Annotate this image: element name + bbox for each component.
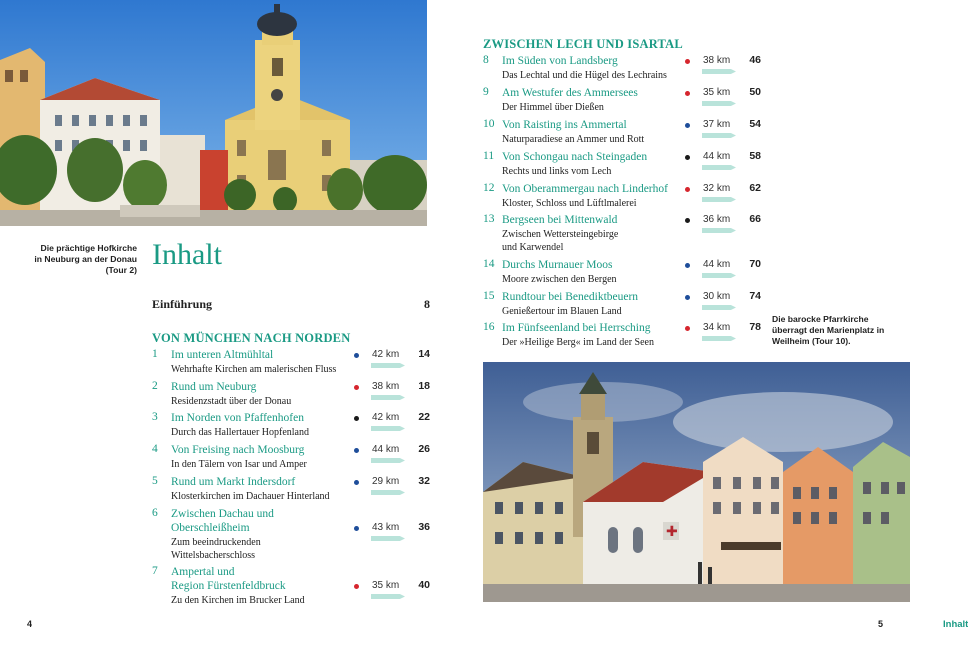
distance-arrow — [702, 133, 736, 138]
toc-entry-title-line: Ampertal und — [171, 566, 235, 578]
toc-entry-distance: 38 km — [372, 381, 400, 392]
distance-arrow — [371, 458, 405, 463]
toc-entry-title — [502, 150, 682, 164]
toc-entry-subtitle-line: Das Lechtal und die Hügel des Lechrains — [502, 70, 667, 81]
difficulty-dot-red — [685, 59, 690, 64]
toc-entry-title — [171, 475, 351, 489]
toc-entry-distance: 32 km — [703, 183, 731, 194]
toc-entry-distance: 34 km — [703, 322, 731, 333]
difficulty-dot-red — [685, 326, 690, 331]
toc-intro-label: Einführung — [152, 297, 213, 311]
difficulty-dot-red — [685, 187, 690, 192]
difficulty-dot-blue — [354, 353, 359, 358]
toc-entry[interactable] — [483, 86, 761, 114]
toc-entry-title-line: Im Süden von Landsberg — [502, 55, 618, 67]
toc-entry-page: 18 — [418, 380, 430, 392]
toc-intro[interactable] — [152, 297, 430, 312]
page-number-left: 4 — [27, 619, 33, 629]
toc-entry-page: 78 — [749, 321, 761, 333]
toc-entry-number: 4 — [152, 443, 158, 455]
toc-entry-distance: 38 km — [703, 55, 731, 66]
toc-entry-subtitle-line: Zu den Kirchen im Brucker Land — [171, 595, 305, 606]
distance-arrow — [702, 101, 736, 106]
distance-arrow — [371, 536, 405, 541]
distance-arrow — [371, 363, 405, 368]
toc-entry-distance: 29 km — [372, 476, 400, 487]
toc-entry-title — [171, 380, 351, 394]
weilheim-illustration — [483, 362, 910, 602]
toc-entry-distance: 43 km — [372, 522, 400, 533]
toc-entry[interactable] — [483, 321, 761, 349]
toc-entry-number: 11 — [483, 150, 495, 162]
toc-entry-subtitle — [502, 197, 687, 210]
toc-entry-subtitle-line: Wittelsbacherschloss — [171, 550, 256, 561]
toc-entry-title-line: Rund um Neuburg — [171, 381, 257, 393]
toc-entry-page: 46 — [749, 54, 761, 66]
difficulty-dot-red — [354, 385, 359, 390]
distance-arrow — [371, 395, 405, 400]
distance-arrow — [371, 594, 405, 599]
photo-caption-left: Die prächtige Hofkirche in Neuburg an der Donau (Tour 2) — [34, 243, 137, 275]
toc-entry-distance: 42 km — [372, 412, 400, 423]
toc-entry[interactable] — [152, 411, 430, 439]
toc-entry-number: 14 — [483, 258, 495, 270]
right-page — [460, 0, 968, 648]
toc-entry-title-line: Bergseen bei Mittenwald — [502, 214, 618, 226]
hofkirche-illustration — [0, 0, 427, 226]
toc-entry-subtitle-line: Rechts und links vom Lech — [502, 166, 612, 177]
distance-arrow — [371, 426, 405, 431]
toc-entry-title-line: Von Raisting ins Ammertal — [502, 119, 627, 131]
toc-entry-number: 2 — [152, 380, 158, 392]
toc-entry-title — [502, 321, 682, 335]
toc-entry-page: 26 — [418, 443, 430, 455]
photo-caption-right: Die barocke Pfarrkirche überragt den Marienplatz in Weilheim (Tour 10). — [772, 314, 885, 346]
toc-entry-page: 50 — [749, 86, 761, 98]
toc-entry-subtitle-line: Moore zwischen den Bergen — [502, 274, 617, 285]
toc-entry-number: 7 — [152, 565, 158, 577]
toc-entry-title — [502, 258, 682, 272]
toc-entry-subtitle-line: und Karwendel — [502, 242, 564, 253]
difficulty-dot-blue — [685, 123, 690, 128]
difficulty-dot-blue — [354, 526, 359, 531]
toc-entry-subtitle-line: Der »Heilige Berg« im Land der Seen — [502, 337, 654, 348]
distance-arrow — [702, 228, 736, 233]
left-page — [0, 0, 452, 648]
toc-entry[interactable] — [483, 150, 761, 178]
toc-entry-subtitle-line: Naturparadiese an Ammer und Rott — [502, 134, 645, 145]
toc-entry-title — [502, 118, 682, 132]
difficulty-dot-red — [354, 584, 359, 589]
toc-entry-subtitle — [171, 490, 356, 503]
toc-entry-title-line: Von Freising nach Moosburg — [171, 444, 305, 456]
toc-entry-number: 16 — [483, 321, 495, 333]
toc-entry-subtitle — [171, 536, 356, 562]
toc-entry-subtitle-line: Zum beeindruckenden — [171, 537, 261, 548]
toc-entry-subtitle — [171, 458, 356, 471]
toc-entry-title-line: Von Oberammergau nach Linderhof — [502, 183, 668, 195]
toc-entry-subtitle — [171, 426, 356, 439]
difficulty-dot-blue — [354, 448, 359, 453]
svg-text:✚: ✚ — [666, 524, 678, 540]
toc-entry-title-line: Zwischen Dachau und — [171, 508, 274, 520]
toc-entry-number: 3 — [152, 411, 158, 423]
toc-entry-subtitle — [171, 395, 356, 408]
toc-entry[interactable] — [152, 507, 430, 563]
distance-arrow — [702, 197, 736, 202]
distance-arrow — [371, 490, 405, 495]
toc-entry-subtitle-line: Der Himmel über Dießen — [502, 102, 604, 113]
toc-entry-title — [171, 565, 351, 593]
distance-arrow — [702, 305, 736, 310]
toc-entry[interactable] — [152, 475, 430, 503]
distance-arrow — [702, 273, 736, 278]
toc-entry-title-line: Von Schongau nach Steingaden — [502, 151, 648, 163]
toc-entry[interactable] — [152, 565, 430, 607]
toc-entry-subtitle — [502, 228, 687, 254]
toc-entry[interactable] — [483, 54, 761, 82]
toc-entry-title-line: Im unteren Altmühltal — [171, 349, 274, 361]
difficulty-dot-red — [685, 91, 690, 96]
toc-entry-subtitle — [502, 305, 687, 318]
toc-entry-page: 22 — [418, 411, 430, 423]
toc-entry-number: 9 — [483, 86, 489, 98]
page-title: Inhalt — [152, 238, 222, 271]
distance-arrow — [702, 336, 736, 341]
section-title-north: VON MÜNCHEN NACH NORDEN — [152, 331, 351, 345]
toc-entry[interactable] — [152, 348, 430, 376]
toc-entry-subtitle — [502, 101, 687, 114]
toc-entry-page: 36 — [418, 521, 430, 533]
toc-entry-title — [502, 213, 682, 227]
toc-entry-page: 66 — [749, 213, 761, 225]
difficulty-dot-blue — [354, 480, 359, 485]
toc-entry-subtitle-line: Kloster, Schloss und Lüftlmalerei — [502, 198, 637, 209]
section-title-lech-isar: ZWISCHEN LECH UND ISARTAL — [483, 37, 683, 51]
toc-entry-title — [171, 443, 351, 457]
toc-entry-number: 5 — [152, 475, 158, 487]
toc-entry-page: 74 — [749, 290, 761, 302]
toc-entry-distance: 44 km — [372, 444, 400, 455]
toc-entry[interactable] — [483, 258, 761, 286]
toc-entry-title-line: Rund um Markt Indersdorf — [171, 476, 296, 488]
toc-entry-subtitle-line: Residenzstadt über der Donau — [171, 396, 292, 407]
toc-entry-subtitle — [502, 165, 687, 178]
toc-entry[interactable] — [152, 443, 430, 471]
toc-entry-page: 70 — [749, 258, 761, 270]
difficulty-dot-blue — [685, 295, 690, 300]
toc-entry-distance: 30 km — [703, 291, 731, 302]
toc-entry-number: 10 — [483, 118, 495, 130]
toc-entry-number: 15 — [483, 290, 495, 302]
toc-entry-distance: 42 km — [372, 349, 400, 360]
photo-neuburg-hofkirche — [0, 0, 427, 226]
toc-entry[interactable] — [483, 213, 761, 255]
toc-entry[interactable] — [152, 380, 430, 408]
toc-entry-title-line: Am Westufer des Ammersees — [502, 87, 638, 99]
toc-entry-title-line: Oberschleißheim — [171, 522, 250, 534]
toc-entry-title — [502, 86, 682, 100]
toc-entry-title — [171, 507, 351, 535]
toc-intro-page: 8 — [424, 297, 430, 311]
toc-entry-subtitle — [502, 69, 687, 82]
toc-entry-number: 1 — [152, 348, 158, 360]
difficulty-dot-black — [354, 416, 359, 421]
difficulty-dot-black — [685, 218, 690, 223]
toc-entry[interactable] — [483, 182, 761, 210]
toc-entry[interactable] — [483, 290, 761, 318]
running-head: Inhalt — [943, 619, 968, 630]
toc-entry-number: 8 — [483, 54, 489, 66]
page-number-right: 5 — [878, 619, 884, 629]
toc-entry-title — [502, 54, 682, 68]
toc-entry-page: 32 — [418, 475, 430, 487]
toc-entry-page: 14 — [418, 348, 430, 360]
toc-entry-title-line: Durchs Murnauer Moos — [502, 259, 613, 271]
toc-entry-number: 13 — [483, 213, 495, 225]
toc-entry-distance: 44 km — [703, 259, 731, 270]
photo-weilheim-marienplatz — [483, 362, 910, 602]
difficulty-dot-black — [685, 155, 690, 160]
toc-entry-subtitle — [502, 273, 687, 286]
toc-entry-subtitle — [171, 363, 356, 376]
distance-arrow — [702, 69, 736, 74]
toc-entry-number: 12 — [483, 182, 495, 194]
toc-entry-title-line: Region Fürstenfeldbruck — [171, 580, 286, 592]
toc-entry-distance: 36 km — [703, 214, 731, 225]
toc-entry-page: 40 — [418, 579, 430, 591]
toc-entry-subtitle — [502, 133, 687, 146]
difficulty-dot-blue — [685, 263, 690, 268]
distance-arrow — [702, 165, 736, 170]
toc-entry-subtitle-line: Durch das Hallertauer Hopfenland — [171, 427, 309, 438]
toc-entry-subtitle-line: Genießertour im Blauen Land — [502, 306, 622, 317]
toc-entry-subtitle — [502, 336, 687, 349]
toc-entry-subtitle-line: Zwischen Wettersteingebirge — [502, 229, 619, 240]
toc-entry-title-line: Im Fünfseenland bei Herrsching — [502, 322, 651, 334]
toc-entry-distance: 44 km — [703, 151, 731, 162]
toc-entry-number: 6 — [152, 507, 158, 519]
toc-entry[interactable] — [483, 118, 761, 146]
toc-entry-subtitle — [171, 594, 356, 607]
toc-entry-title-line: Im Norden von Pfaffenhofen — [171, 412, 304, 424]
toc-entry-page: 58 — [749, 150, 761, 162]
toc-entry-distance: 35 km — [372, 580, 400, 591]
toc-entry-title — [502, 182, 682, 196]
toc-entry-title-line: Rundtour bei Benediktbeuern — [502, 291, 639, 303]
toc-entry-page: 54 — [749, 118, 761, 130]
toc-entry-distance: 37 km — [703, 119, 731, 130]
toc-entry-title — [171, 348, 351, 362]
toc-entry-title — [502, 290, 682, 304]
toc-entry-page: 62 — [749, 182, 761, 194]
toc-entry-title — [171, 411, 351, 425]
toc-entry-distance: 35 km — [703, 87, 731, 98]
toc-entry-subtitle-line: In den Tälern von Isar und Amper — [171, 459, 307, 470]
toc-entry-subtitle-line: Wehrhafte Kirchen am malerischen Fluss — [171, 364, 337, 375]
toc-entry-subtitle-line: Klosterkirchen im Dachauer Hinterland — [171, 491, 330, 502]
